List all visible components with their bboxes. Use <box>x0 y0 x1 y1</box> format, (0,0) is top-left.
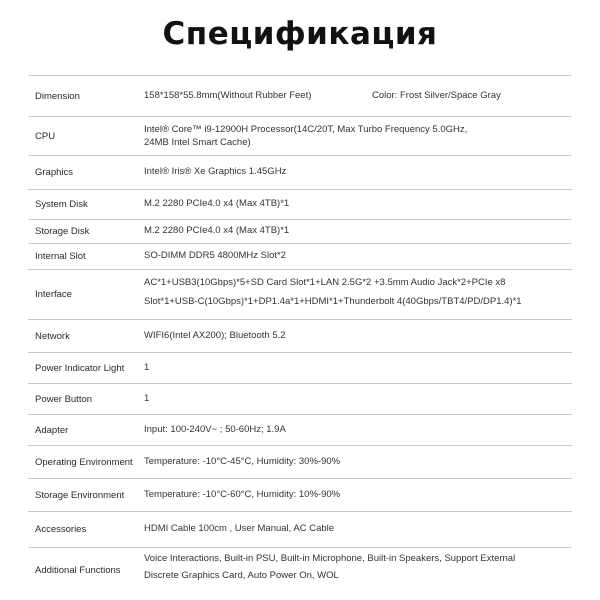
spec-value: WIFI6(Intel AX200); Bluetooth 5.2 <box>144 329 286 341</box>
spec-value <box>144 117 572 155</box>
spec-label: Dimension <box>35 90 80 102</box>
spec-row-operating-environment <box>28 446 572 479</box>
spec-value: Intel® Iris® Xe Graphics 1.45GHz <box>144 166 287 178</box>
spec-label: Operating Environment <box>35 456 133 468</box>
spec-value-line: Voice Interactions, Built-in PSU, Built-in Microphone, Built-in Speakers, Support External <box>144 553 516 564</box>
spec-value: Input: 100-240V~ ; 50-60Hz; 1.9A <box>144 423 286 435</box>
spec-row-internal-slot <box>28 244 572 270</box>
spec-label: Accessories <box>35 524 87 535</box>
spec-value <box>144 548 572 592</box>
spec-label: Storage Disk <box>35 226 90 237</box>
spec-row-power-button <box>28 384 572 415</box>
spec-label: Internal Slot <box>35 251 86 262</box>
spec-row-additional-functions <box>28 548 572 592</box>
spec-row-interface <box>28 270 572 320</box>
spec-label: System Disk <box>35 199 88 210</box>
spec-label: Storage Environment <box>35 489 125 501</box>
spec-row-adapter <box>28 415 572 446</box>
spec-value-line: Slot*1+USB-C(10Gbps)*1+DP1.4a*1+HDMI*1+Thunderbolt 4(40Gbps/TBT4/PD/DP1.4)*1 <box>144 296 522 307</box>
spec-value: Temperature: -10°C-60°C, Humidity: 10%-90% <box>144 488 341 500</box>
spec-value-line: Discrete Graphics Card, Auto Power On, WOL <box>144 570 339 581</box>
spec-value: M.2 2280 PCIe4.0 x4 (Max 4TB)*1 <box>144 198 290 210</box>
spec-label: Adapter <box>35 424 69 436</box>
spec-value: SO-DIMM DDR5 4800MHz Slot*2 <box>144 250 287 262</box>
page-title: Спецификация <box>162 16 438 52</box>
spec-value <box>144 270 572 319</box>
spec-row-system-disk <box>28 190 572 220</box>
spec-table <box>28 75 572 592</box>
spec-row-network <box>28 320 572 353</box>
spec-value: 1 <box>144 392 150 404</box>
spec-row-accessories <box>28 512 572 548</box>
spec-label: Network <box>35 330 70 342</box>
spec-label: Additional Functions <box>35 564 121 576</box>
spec-value: 1 <box>144 361 150 373</box>
spec-value-line: AC*1+USB3(10Gbps)*5+SD Card Slot*1+LAN 2.5G*2 +3.5mm Audio Jack*2+PCIe x8 <box>144 277 506 288</box>
color-value: Color: Frost Silver/Space Gray <box>372 89 501 101</box>
spec-row-storage-disk <box>28 220 572 244</box>
spec-value <box>144 76 572 116</box>
spec-label: Graphics <box>35 167 74 178</box>
spec-value: Temperature: -10°C-45°C, Humidity: 30%-90% <box>144 455 341 467</box>
spec-value-line: 24MB Intel Smart Cache) <box>144 137 251 148</box>
spec-row-cpu <box>28 117 572 156</box>
spec-row-dimension <box>28 76 572 117</box>
spec-label: Power Button <box>35 393 93 405</box>
spec-label: Power Indicator Light <box>35 362 125 374</box>
dimension-value: 158*158*55.8mm(Without Rubber Feet) <box>144 89 312 101</box>
spec-row-storage-environment <box>28 479 572 512</box>
spec-label: Interface <box>35 289 72 300</box>
spec-value: M.2 2280 PCIe4.0 x4 (Max 4TB)*1 <box>144 225 290 237</box>
spec-row-power-indicator-light <box>28 353 572 384</box>
spec-value-line: Intel® Core™ i9-12900H Processor(14C/20T, Max Turbo Frequency 5.0GHz, <box>144 124 468 135</box>
spec-row-graphics <box>28 156 572 190</box>
spec-label: CPU <box>35 130 56 142</box>
spec-value: HDMI Cable 100cm , User Manual, AC Cable <box>144 523 335 535</box>
